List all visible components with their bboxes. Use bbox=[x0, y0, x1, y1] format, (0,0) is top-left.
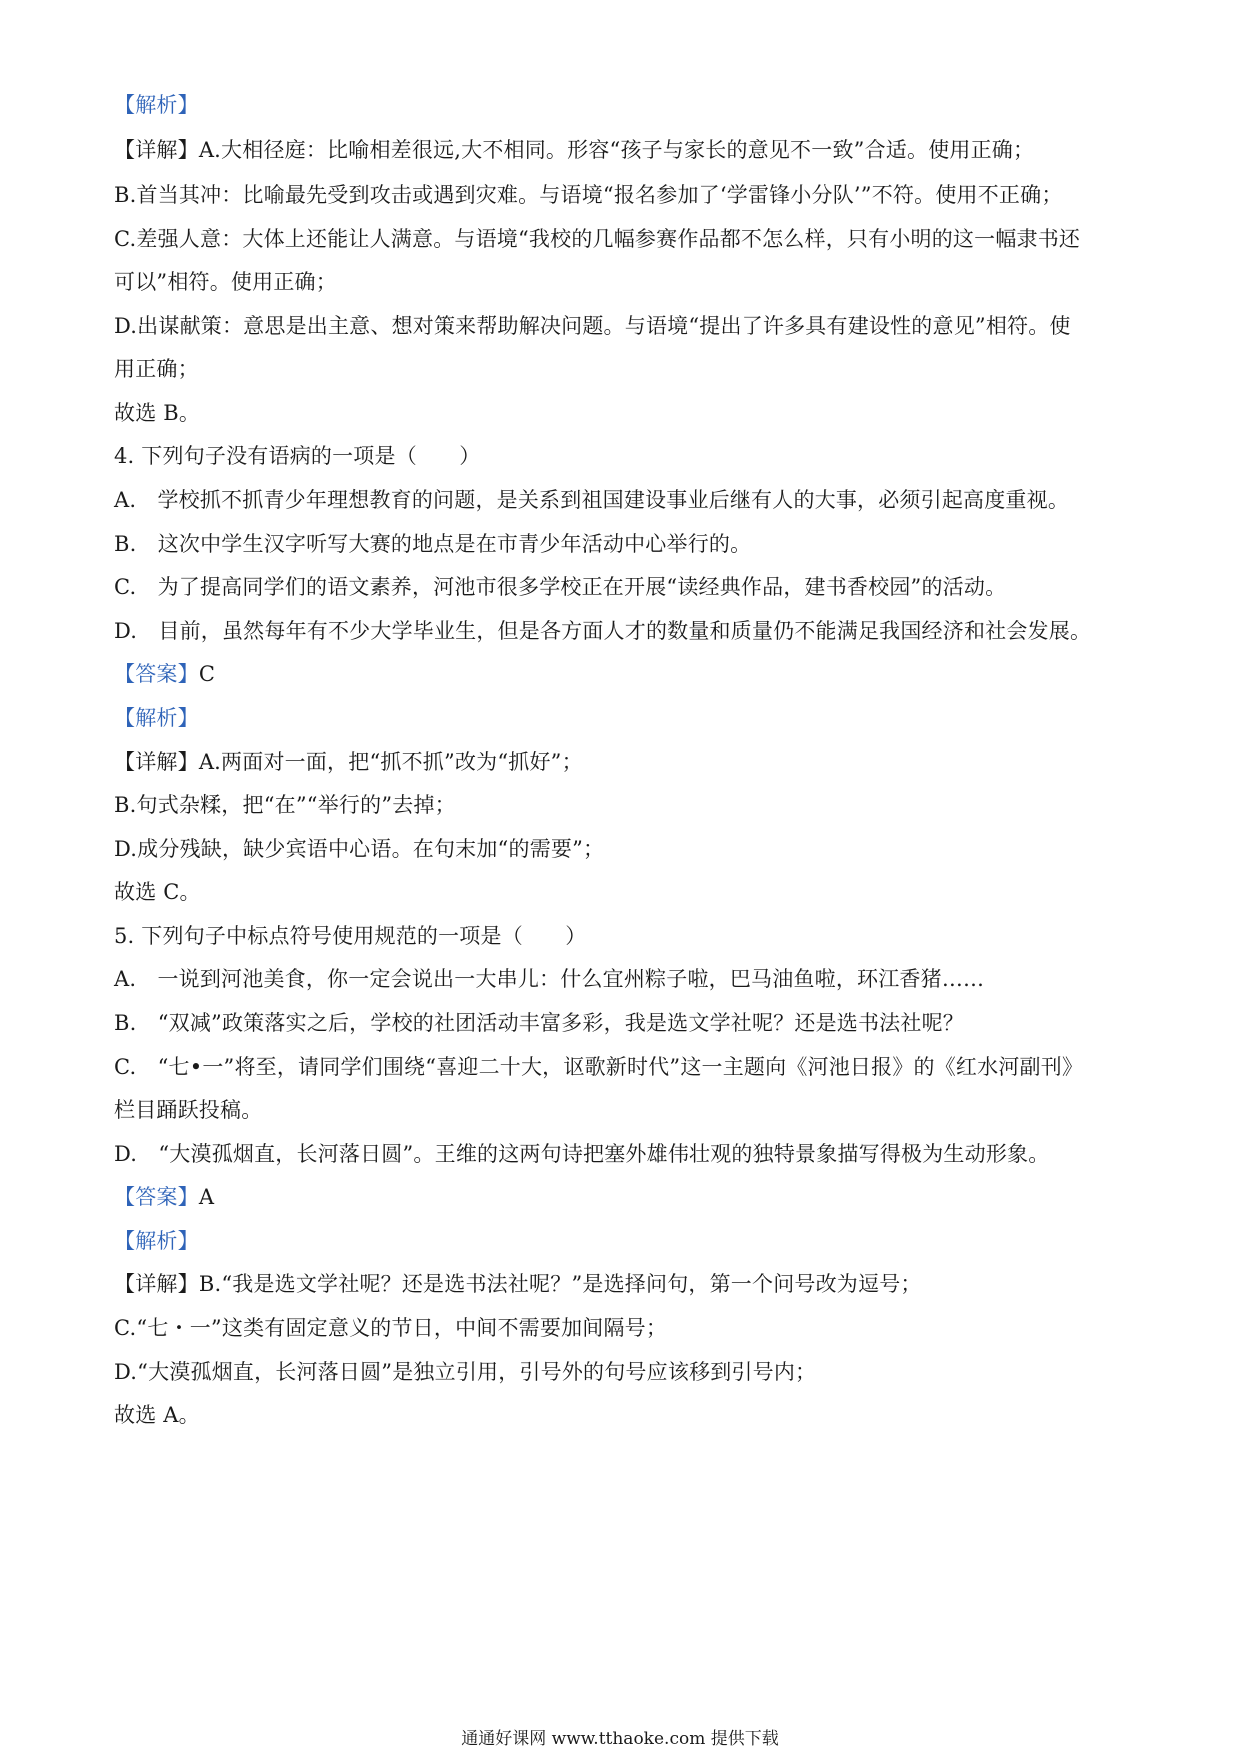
detail-text: A.两面对一面，把“抓不抓”改为“抓好”； bbox=[198, 750, 583, 774]
q4-option-d: D. 目前，虽然每年有不少大学毕业生，但是各方面人才的数量和质量仍不能满足我国经济和社会发展。 bbox=[114, 619, 1092, 643]
q5-answer bbox=[114, 1182, 1134, 1212]
detail-tag: 【详解】 bbox=[114, 1272, 199, 1296]
detail-line-d-1: D.出谋献策：意思是出主意、想对策来帮助解决问题。与语境“提出了许多具有建设性的意见”相符。使 bbox=[114, 314, 1071, 338]
q5-detail-d: D.“大漠孤烟直，长河落日圆”是独立引用，引号外的句号应该移到引号内； bbox=[114, 1360, 817, 1384]
q4-conclusion: 故选 C。 bbox=[114, 880, 201, 904]
q5-option-c-2: 栏目踊跃投稿。 bbox=[114, 1098, 263, 1122]
q5-stem: 5. 下列句子中标点符号使用规范的一项是（ ） bbox=[114, 924, 587, 948]
q5-detail-c: C.“七・一”这类有固定意义的节日，中间不需要加间隔号； bbox=[114, 1316, 668, 1340]
detail-text: B.“我是选文学社呢？还是选书法社呢？”是选择问句，第一个问号改为逗号； bbox=[198, 1272, 922, 1296]
answer-tag: 【答案】 bbox=[114, 662, 199, 686]
detail-line-d-2: 用正确； bbox=[114, 357, 199, 381]
answer-value: C bbox=[198, 662, 216, 686]
q4-option-b: B. 这次中学生汉字听写大赛的地点是在市青少年活动中心举行的。 bbox=[114, 532, 752, 556]
detail-line-c-1: C.差强人意：大体上还能让人满意。与语境“我校的几幅参赛作品都不怎么样，只有小明的这一幅隶书还 bbox=[114, 227, 1081, 251]
answer-tag: 【答案】 bbox=[114, 1185, 199, 1209]
q4-stem: 4. 下列句子没有语病的一项是（ ） bbox=[114, 444, 481, 468]
detail-line-c-2: 可以”相符。使用正确； bbox=[114, 270, 337, 294]
conclusion-prev: 故选 B。 bbox=[114, 401, 201, 425]
detail-tag: 【详解】 bbox=[114, 138, 199, 162]
q5-detail-b bbox=[114, 1269, 1134, 1299]
q5-option-c-1: C. “七•一”将至，请同学们围绕“喜迎二十大，讴歌新时代”这一主题向《河池日报》的《红水河副刊》 bbox=[114, 1055, 1084, 1079]
detail-line-b: B.首当其冲：比喻最先受到攻击或遇到灾难。与语境“报名参加了‘学雷锋小分队’”不符。使用不正确； bbox=[114, 183, 1063, 207]
q4-answer bbox=[114, 659, 1134, 689]
analysis-heading: 【解析】 bbox=[114, 93, 199, 117]
q5-option-b: B. “双减”政策落实之后，学校的社团活动丰富多彩，我是选文学社呢？还是选书法社呢？ bbox=[114, 1011, 964, 1035]
answer-value: A bbox=[198, 1185, 215, 1209]
q4-detail-d: D.成分残缺，缺少宾语中心语。在句末加“的需要”； bbox=[114, 837, 605, 861]
detail-tag: 【详解】 bbox=[114, 750, 199, 774]
detail-text: A.大相径庭：比喻相差很远,大不相同。形容“孩子与家长的意见不一致”合适。使用正确； bbox=[198, 138, 1035, 162]
q4-option-a: A. 学校抓不抓青少年理想教育的问题，是关系到祖国建设事业后继有人的大事，必须引起高度重视。 bbox=[114, 488, 1070, 512]
q5-analysis-heading: 【解析】 bbox=[114, 1229, 199, 1253]
page-footer: 通通好课网 www.tthaoke.com 提供下载 bbox=[461, 1729, 779, 1749]
q5-option-a: A. 一说到河池美食，你一定会说出一大串儿：什么宜州粽子啦，巴马油鱼啦，环江香猪…… bbox=[114, 967, 985, 991]
detail-line-a bbox=[114, 135, 1134, 165]
q5-option-d: D. “大漠孤烟直，长河落日圆”。王维的这两句诗把塞外雄伟壮观的独特景象描写得极为生动形象。 bbox=[114, 1142, 1050, 1166]
q4-analysis-heading: 【解析】 bbox=[114, 706, 199, 730]
q4-detail-a bbox=[114, 747, 1134, 777]
q5-conclusion: 故选 A。 bbox=[114, 1403, 200, 1427]
q4-detail-b: B.句式杂糅，把“在”“举行的”去掉； bbox=[114, 793, 456, 817]
q4-option-c: C. 为了提高同学们的语文素养，河池市很多学校正在开展“读经典作品，建书香校园”的活动。 bbox=[114, 575, 1007, 599]
